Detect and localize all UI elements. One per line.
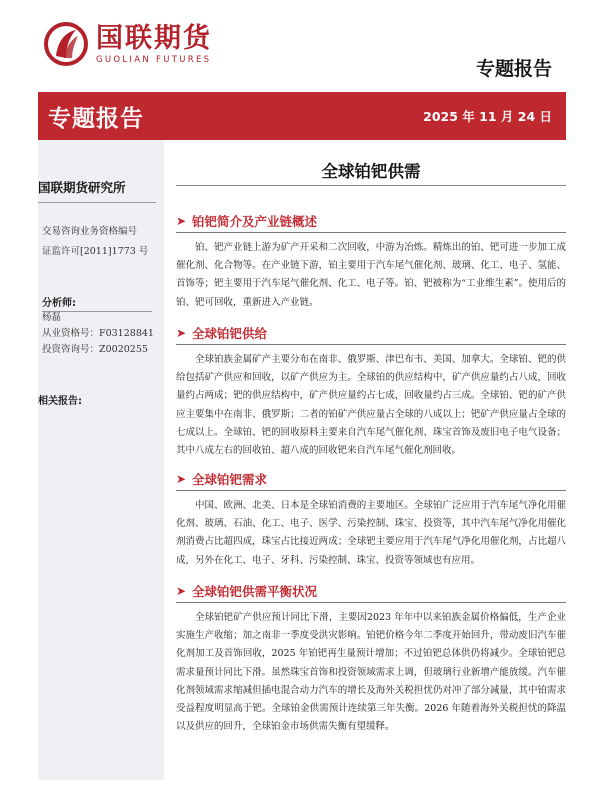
logo-chinese-name: 国联期货 — [96, 22, 212, 54]
practice-number: 从业资格号：F03128841 — [42, 328, 154, 339]
analyst-heading: 分析师: — [42, 294, 152, 312]
license-info — [42, 222, 148, 262]
guolian-logo-icon — [44, 22, 88, 66]
section-balance — [176, 580, 566, 736]
institute-name: 国联期货研究所 — [38, 178, 156, 203]
report-date: 2025 年 11 月 24 日 — [423, 109, 552, 124]
section-overview — [176, 210, 566, 312]
company-logo — [44, 22, 212, 66]
arrow-right-icon: ➤ — [176, 214, 187, 228]
section-body: 铂、钯产业链上游为矿产开采和二次回收，中游为冶炼。精炼出的铂、钯可进一步加工成催化剂、化合物等。在产业链下游，铂主要用于汽车尾气催化剂、玻璃、化工、电子、氢能、首饰等；钯主要用于汽车尾气催化剂、化工、电子等。铂、钯被称为“工业维生素”。使用后的铂、钯可回收，重新进入产业链。 — [176, 242, 566, 308]
license-line-1: 交易咨询业务资格编号 — [42, 226, 138, 237]
section-body: 中国、欧洲、北美、日本是全球铂消费的主要地区。全球铂广泛应用于汽车尾气净化用催化剂、玻璃、石油、化工、电子、医学、污染控制、珠宝、投资等，其中汽车尾气净化用催化剂消费占比超四成，珠宝占比接近两成；全球钯主要应用于汽车尾气净化用催化剂，占比超八成，另外在化工、电子、牙科、污染控制、珠宝、投资等领域也有应用。 — [176, 500, 566, 566]
section-heading — [176, 580, 566, 603]
arrow-right-icon: ➤ — [176, 326, 187, 340]
report-type-label: 专题报告 — [475, 58, 552, 80]
section-supply — [176, 322, 566, 460]
title-divider — [176, 185, 566, 186]
section-heading — [176, 468, 566, 491]
info-sidebar — [38, 140, 164, 780]
section-heading-text: 全球铂钯供需平衡状况 — [192, 584, 318, 599]
banner-title: 专题报告 — [48, 106, 144, 132]
arrow-right-icon: ➤ — [176, 584, 187, 598]
arrow-right-icon: ➤ — [176, 472, 187, 486]
section-heading-text: 铂钯简介及产业链概述 — [192, 214, 318, 229]
title-banner — [38, 92, 566, 140]
analyst-name: 杨磊 — [42, 312, 62, 323]
logo-english-name: GUOLIAN FUTURES — [96, 54, 212, 65]
report-title: 全球铂钯供需 — [321, 162, 421, 181]
section-heading — [176, 210, 566, 233]
section-body: 全球铂钯矿产供应预计同比下滑，主要因2023 年年中以来铂族金属价格偏低，生产企业实施生产收缩；加之南非一季度受洪灾影响。铂钯价格今年二季度开始回升，带动废旧汽车催化剂加工及首饰回收，2025 年铂钯再生量预计增加；不过铂钯总体供仍将减少。全球铂钯总需求量预计同比下滑。虽然珠宝首饰和投资领域需求上调，但玻璃行业新增产能放缓。汽车催化剂领域需求缩减但插电混合动力汽车的增长及海外关税担忧仍对冲了部分减量，其中铂需求受益程度明显高于钯。全球铂金供需预计连续第三年失衡。2026 年随着海外关税担忧的降温以及供应的回升，全球铂金市场供需失衡有望缓释。 — [176, 612, 566, 733]
section-heading-text: 全球铂钯需求 — [192, 472, 268, 487]
related-reports-heading: 相关报告: — [38, 396, 82, 407]
section-body: 全球铂族金属矿产主要分布在南非、俄罗斯、津巴布韦、美国、加拿大。全球铂、钯的供给包括矿产供应和回收，以矿产供应为主。全球铂的供应结构中，矿产供应量约占八成，回收量约占两成；钯的供应结构中，矿产供应量约占七成，回收量约占三成。全球铂、钯的矿产供应主要集中在南非、俄罗斯；二者的铂矿产供应量占全球的八成以上；钯矿产供应量占全球的七成以上。全球铂、钯的回收原料主要来自汽车尾气催化剂、珠宝首饰及废旧电子电气设备；其中八成左右的回收铂、超八成的回收钯来自汽车尾气催化剂回收。 — [176, 354, 566, 457]
section-heading-text: 全球铂钯供给 — [192, 326, 268, 341]
analyst-info — [42, 310, 154, 358]
section-demand — [176, 468, 566, 570]
section-heading — [176, 322, 566, 345]
license-line-2: 证监许可[2011]1773 号 — [42, 246, 149, 257]
consult-number: 投资咨询号：Z0020255 — [42, 344, 148, 355]
